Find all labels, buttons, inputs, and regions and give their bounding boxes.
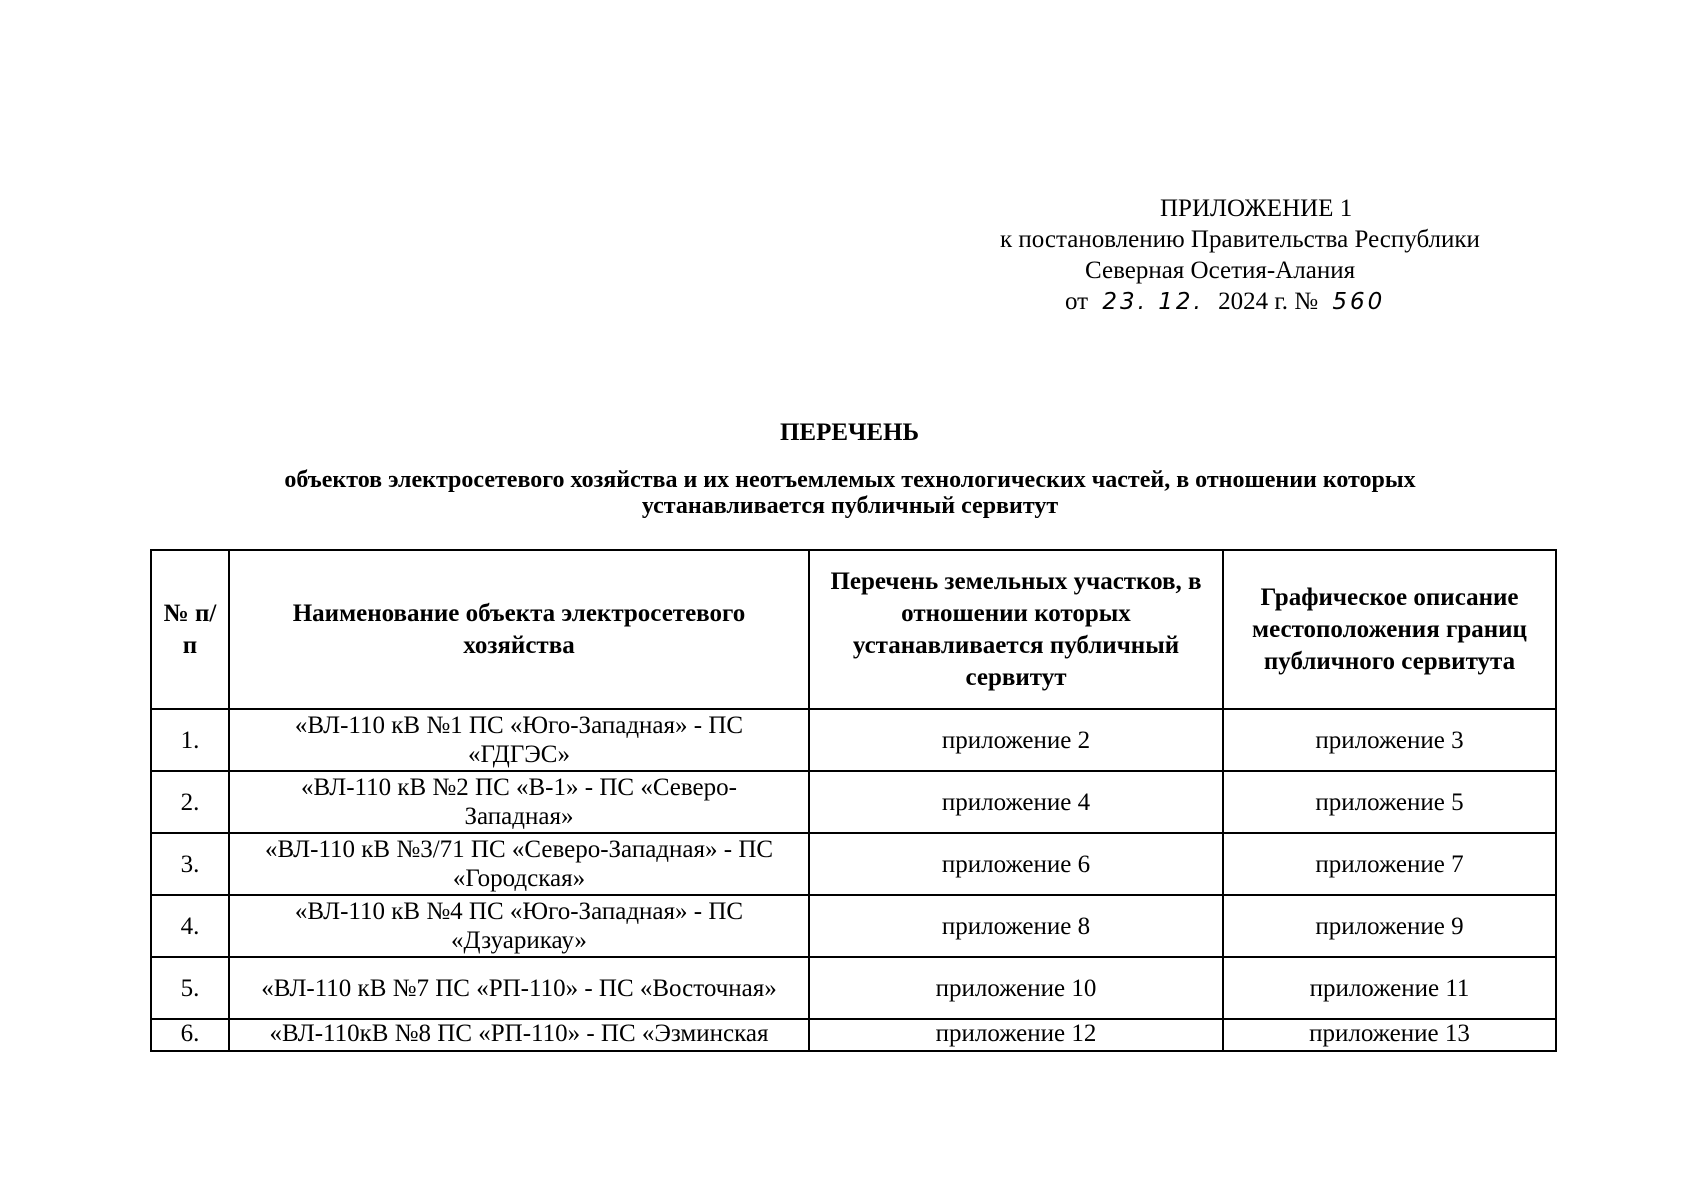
object-name: «ВЛ-110 кВ №1 ПС «Юго-Западная» - ПС «ГДГЭС» [229,709,809,771]
object-name: «ВЛ-110 кВ №4 ПС «Юго-Западная» - ПС «Дзуарикау» [229,895,809,957]
table-row [151,895,1556,957]
land-plots-ref: приложение 12 [809,1019,1223,1051]
objects-table [150,549,1557,1052]
table-row [151,957,1556,1019]
appendix-republic-line: Северная Осетия-Алания [1085,257,1356,284]
header-number: № п/ п [151,550,229,709]
table-row [151,1019,1556,1051]
graphic-ref: приложение 9 [1223,895,1556,957]
land-plots-ref: приложение 2 [809,709,1223,771]
graphic-ref: приложение 7 [1223,833,1556,895]
graphic-ref: приложение 3 [1223,709,1556,771]
appendix-block [995,193,1555,318]
header-object-name: Наименование объекта электросетевого хозяйства [229,550,809,709]
graphic-ref: приложение 5 [1223,771,1556,833]
row-number: 1. [151,709,229,771]
land-plots-ref: приложение 10 [809,957,1223,1019]
object-name: «ВЛ-110 кВ №3/71 ПС «Северо-Западная» - ПС «Городская» [229,833,809,895]
document-subtitle: объектов электросетевого хозяйства и их неотъемлемых технологических частей, в отношении которых устанавливается публичный сервитут [284,467,1416,519]
graphic-ref: приложение 11 [1223,957,1556,1019]
table-row [151,833,1556,895]
appendix-date-line [995,286,1555,318]
document-title: ПЕРЕЧЕНЬ [779,419,920,446]
appendix-heading: ПРИЛОЖЕНИЕ 1 [1160,195,1353,222]
header-graphic-description: Графическое описание местоположения границ публичного сервитута [1223,550,1556,709]
table-header-row [151,550,1556,709]
row-number: 4. [151,895,229,957]
header-land-plots: Перечень земельных участков, в отношении которых устанавливается публичный сервитут [809,550,1223,709]
graphic-ref: приложение 13 [1223,1019,1556,1051]
row-number: 2. [151,771,229,833]
row-number: 3. [151,833,229,895]
date-prefix: от [1065,288,1089,315]
number-sign: № [1294,288,1319,315]
land-plots-ref: приложение 8 [809,895,1223,957]
table-row [151,709,1556,771]
year: 2024 г. [1218,288,1289,315]
appendix-resolution-line: к постановлению Правительства Республики [1000,226,1480,253]
handwritten-number: 560 [1332,289,1386,315]
row-number: 6. [151,1019,229,1051]
table-row [151,771,1556,833]
handwritten-date: 23. 12. [1102,289,1204,315]
object-name: «ВЛ-110 кВ №2 ПС «В-1» - ПС «Северо-Западная» [229,771,809,833]
land-plots-ref: приложение 4 [809,771,1223,833]
object-name: «ВЛ-110 кВ №7 ПС «РП-110» - ПС «Восточная» [229,957,809,1019]
object-name: «ВЛ-110кВ №8 ПС «РП-110» - ПС «Эзминская [229,1019,809,1051]
land-plots-ref: приложение 6 [809,833,1223,895]
row-number: 5. [151,957,229,1019]
